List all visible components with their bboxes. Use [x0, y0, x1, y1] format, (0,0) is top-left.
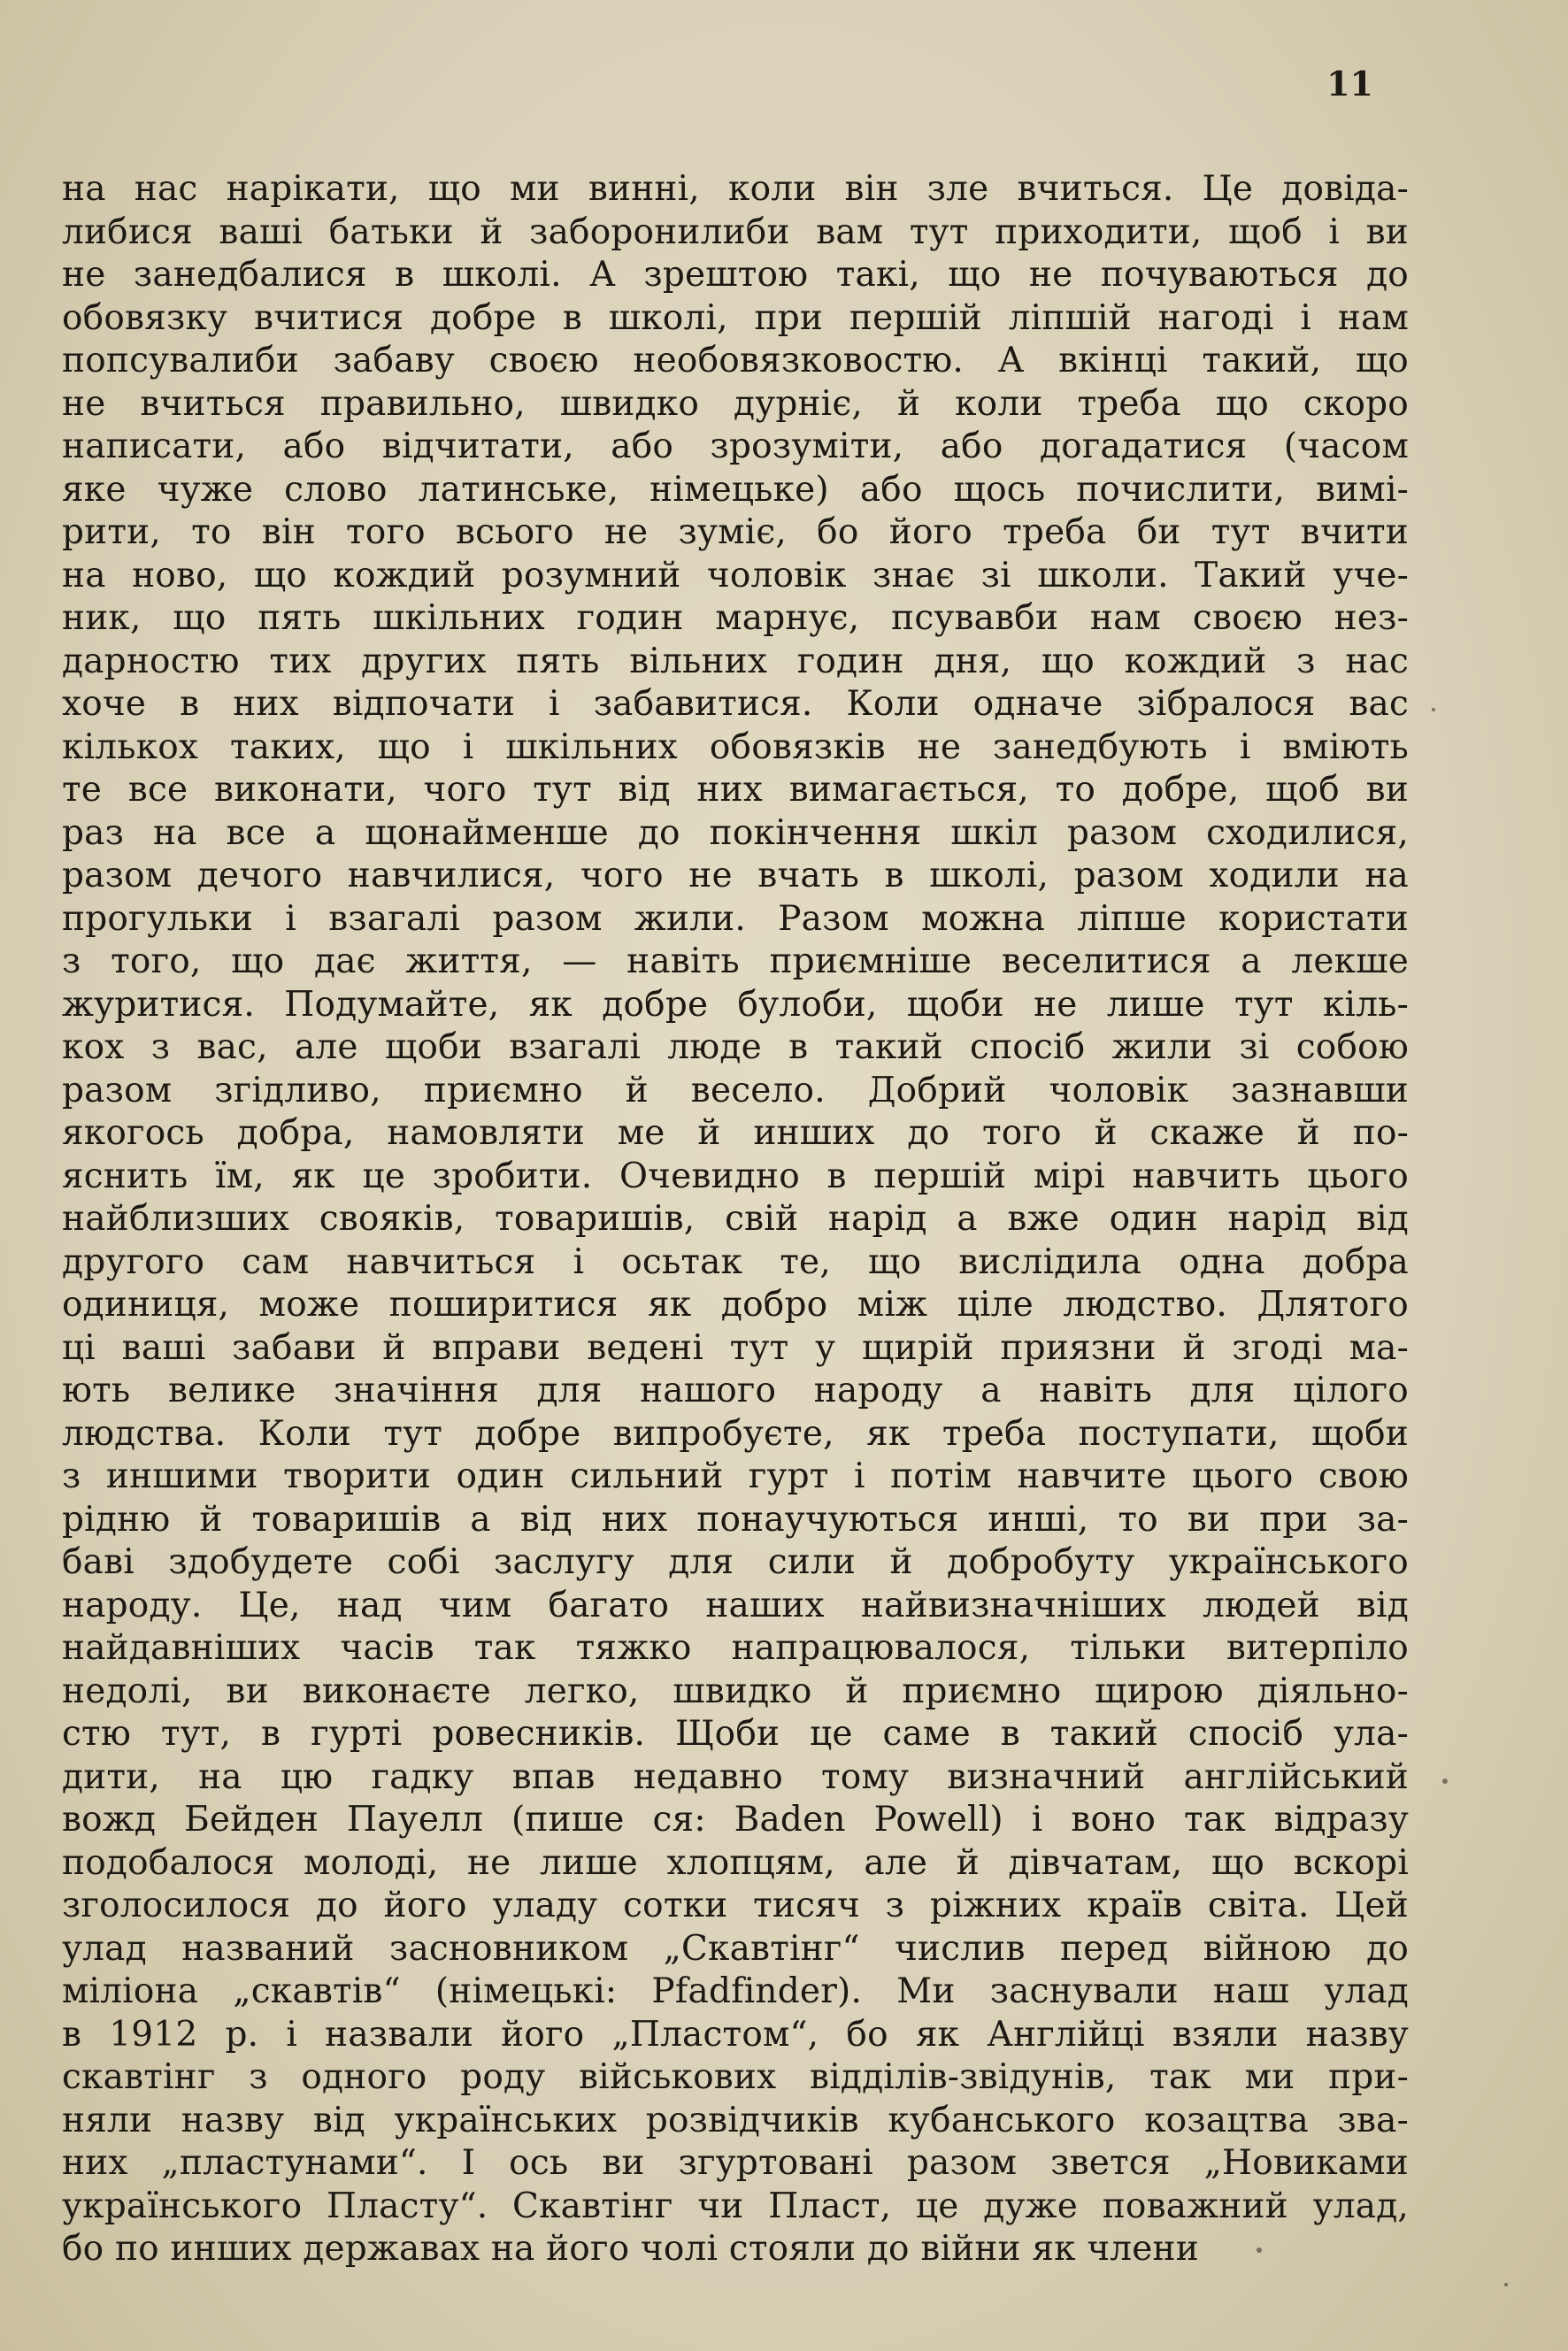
text-line: няли назву від українських розвідчиків кубанського козацтва зва- [62, 2100, 1409, 2140]
ink-speck [1257, 2247, 1262, 2253]
text-line: на ново, що кождий розумний чоловік знає зі школи. Такий уче- [62, 555, 1409, 595]
text-line: бо по инших державах на його чолі стояли до війни як члени [62, 2229, 1199, 2269]
text-line: них „пластунами“. І ось ви згуртовані разом звется „Новиками [62, 2143, 1409, 2183]
text-line: другого сам навчиться і осьтак те, що вислідила одна добра [62, 1241, 1409, 1282]
text-line: на нас нарікати, що ми винні, коли він зле вчиться. Це довіда- [62, 169, 1409, 209]
text-line: з иншими творити один сильний гурт і потім навчите цього свою [62, 1456, 1409, 1496]
text-line: рити, то він того всього не зуміє, бо його треба би тут вчити [62, 512, 1409, 552]
text-line: одиниця, може поширитися як добро між ціле людство. Длятого [62, 1285, 1409, 1325]
text-line: вожд Бейден Пауелл (пише ся: Baden Powell) і воно так відразу [62, 1800, 1409, 1840]
ink-speck [1432, 708, 1435, 711]
ink-speck [1504, 2283, 1508, 2286]
text-line: разом згідливо, приємно й весело. Добрий чоловік зазнавши [62, 1070, 1409, 1110]
text-line: не занедбалися в школі. А зрештою такі, що не почуваються до [62, 255, 1409, 295]
text-line: раз на все а щонайменше до покінчення шкіл разом сходилися, [62, 812, 1409, 853]
text-line: дарностю тих других пять вільних годин дня, що кождий з нас [62, 641, 1409, 681]
text-line: найблизших свояків, товаришів, свій нарід а вже один нарід від [62, 1199, 1409, 1239]
text-line: написати, або відчитати, або зрозуміти, або догадатися (часом [62, 426, 1409, 466]
text-line: зголосилося до його уладу сотки тисяч з ріжних країв світа. Цей [62, 1886, 1409, 1925]
text-line: кох з вас, але щоби взагалі люде в такий спосіб жили зі собою [62, 1027, 1409, 1067]
text-line: хоче в них відпочати і забавитися. Коли одначе зібралося вас [62, 684, 1409, 724]
text-line: яке чуже слово латинське, німецьке) або щось почислити, вимі- [62, 469, 1409, 510]
ink-speck [1442, 1779, 1448, 1784]
text-line: яснить їм, як це зробити. Очевидно в першій мірі навчить цього [62, 1156, 1409, 1196]
text-line: стю тут, в гурті ровесників. Щоби це саме в такий спосіб ула- [62, 1714, 1409, 1754]
body-text [62, 168, 1409, 2271]
text-line: скавтінг з одного роду військових відділів-звідунів, так ми при- [62, 2057, 1409, 2097]
text-line: з того, що дає життя, — навіть приємніше веселитися а лекше [62, 941, 1409, 981]
text-line: дити, на цю гадку впав недавно тому визначний англійський [62, 1756, 1409, 1797]
text-line: ник, що пять шкільних годин марнує, псувавби нам своєю нез- [62, 598, 1409, 638]
text-line: прогульки і взагалі разом жили. Разом можна ліпше користати [62, 898, 1409, 939]
text-line: журитися. Подумайте, як добре булоби, щоби не лише тут кіль- [62, 984, 1409, 1025]
text-line: рідню й товаришів а від них понаучуються инші, то ви при за- [62, 1499, 1409, 1540]
text-line: попсувалиби забаву своєю необовязковостю. А вкінці такий, що [62, 341, 1409, 380]
page-number: 11 [1326, 64, 1373, 104]
text-line: ці ваші забави й вправи ведені тут у щирій приязни й згоді ма- [62, 1327, 1409, 1368]
text-line: ють велике значіння для нашого народу а навіть для цілого [62, 1371, 1409, 1410]
text-line: найдавніших часів так тяжко напрацювалося, тільки витерпіло [62, 1628, 1409, 1668]
text-line: недолі, ви виконаєте легко, швидко й приємно щирою діяльно- [62, 1671, 1409, 1711]
text-line: те все виконати, чого тут від них вимагається, то добре, щоб ви [62, 770, 1409, 810]
text-line: разом дечого навчилися, чого не вчать в школі, разом ходили на [62, 856, 1409, 895]
text-line: в 1912 р. і назвали його „Пластом“, бо як Англійці взяли назву [62, 2014, 1409, 2055]
text-line: українського Пласту“. Скавтінг чи Пласт, це дуже поважний улад, [62, 2186, 1409, 2226]
text-line: кількох таких, що і шкільних обовязків не занедбують і вміють [62, 726, 1409, 767]
text-line: не вчиться правильно, швидко дурніє, й коли треба що скоро [62, 383, 1409, 424]
text-line: обовязку вчитися добре в школі, при першій ліпшій нагоді і нам [62, 297, 1409, 338]
text-line: баві здобудете собі заслугу для сили й добробуту українського [62, 1542, 1409, 1582]
text-line: міліона „скавтів“ (німецькі: Pfadfinder). Ми заснували наш улад [62, 1971, 1409, 2011]
text-line: якогось добра, намовляти ме й инших до того й скаже й по- [62, 1113, 1409, 1153]
text-line: подобалося молоді, не лише хлопцям, але й дівчатам, що вскорі [62, 1842, 1409, 1883]
text-line: либися ваші батьки й заборонилиби вам тут приходити, щоб і ви [62, 211, 1409, 252]
text-line: народу. Це, над чим багато наших найвизначніших людей від [62, 1585, 1409, 1625]
text-line: людства. Коли тут добре випробуєте, як треба поступати, щоби [62, 1413, 1409, 1454]
text-line: улад названий засновником „Скавтінг“ числив перед війною до [62, 1928, 1409, 1969]
